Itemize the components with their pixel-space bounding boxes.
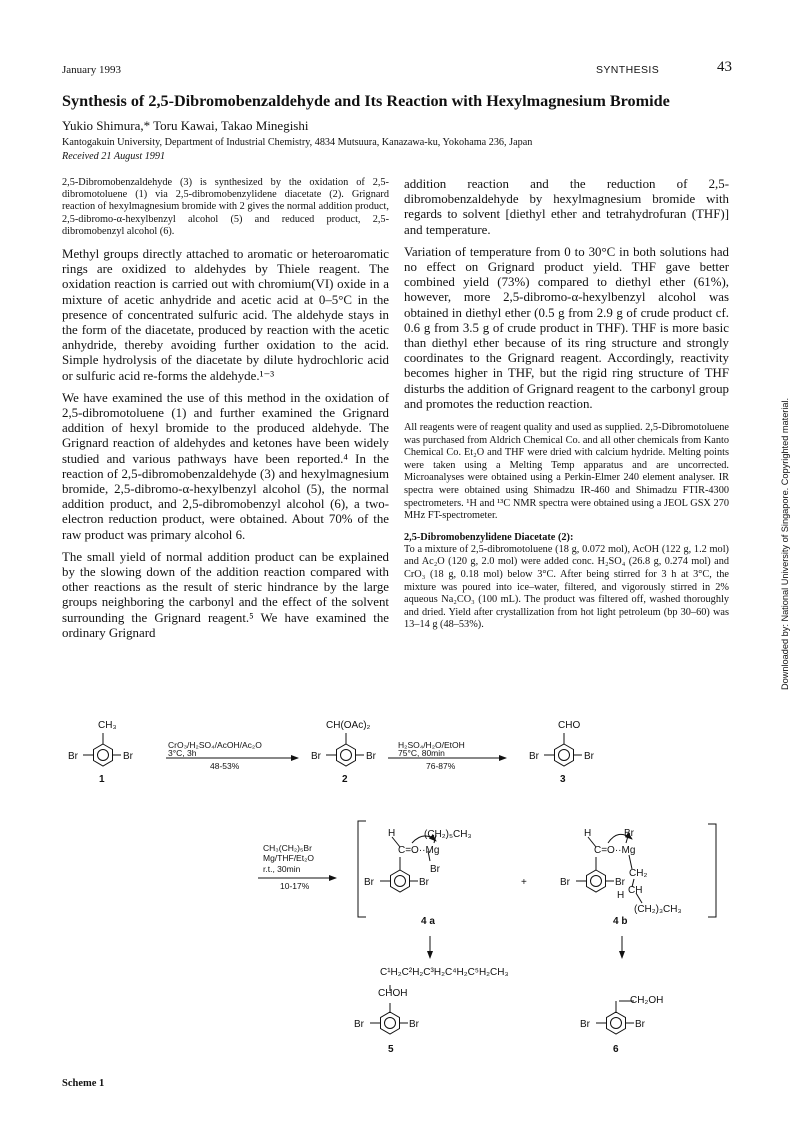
compound-6-structure <box>596 1001 634 1034</box>
compound-3-substituent: CHO <box>558 720 581 731</box>
compound-5-chain: C¹H₂C²H₂C³H₂C⁴H₂C⁵H₂CH₃ <box>380 967 509 978</box>
compound-4b-carbonyl: C=O··Mg <box>594 845 636 856</box>
plus-sign: + <box>521 877 527 888</box>
compound-3-br-right: Br <box>584 751 594 762</box>
step1-conditions: 3°C, 3h <box>168 748 197 758</box>
compound-4b-tail: (CH₂)₃CH₃ <box>634 904 682 915</box>
body-paragraph: The small yield of normal addition product can be explained by the slowing down of the addition reaction compared with other reactions as the result of steric hindrance by the large groups neighboring the carbonyl and the effect of the solvent surrounding the Grignard reagent.⁵ We have examined the ordinary Grignard <box>62 549 389 640</box>
compound-4b-br-right: Br <box>615 877 625 888</box>
compound-1-structure <box>83 733 121 766</box>
reaction-scheme <box>58 712 748 1092</box>
compound-4b-h2: H <box>617 890 625 901</box>
compound-6-substituent: CH₂OH <box>630 995 664 1006</box>
step3-conditions: r.t., 30min <box>263 864 301 874</box>
step3-reagent-2: Mg/THF/Et₂O <box>263 853 314 863</box>
left-column <box>62 177 389 648</box>
compound-5-br-left: Br <box>354 1019 364 1030</box>
compound-4a-br-left: Br <box>364 877 374 888</box>
scheme-caption: Scheme 1 <box>62 1078 105 1089</box>
compound-2-structure <box>326 733 364 766</box>
compound-4b-number: 4 b <box>613 916 628 927</box>
compound-4b-ch: CH <box>628 885 643 896</box>
compound-4a-br-right: Br <box>419 877 429 888</box>
step1-yield: 48-53% <box>210 761 240 771</box>
compound-1-br-left: Br <box>68 751 78 762</box>
compound-1-substituent: CH₃ <box>98 720 117 731</box>
compound-6-br-right: Br <box>635 1019 645 1030</box>
issue-date: January 1993 <box>62 64 121 76</box>
compound-2-br-left: Br <box>311 751 321 762</box>
compound-3-br-left: Br <box>529 751 539 762</box>
abstract: 2,5-Dibromobenzaldehyde (3) is synthesized by the oxidation of 2,5-dibromotoluene (1) via 2,5-dibromobenzylidene diacetate (2). Grignard reaction of hexylmagnesium bromide with 2 gives the normal addition product, 2,5-dibromo-α-hexylbenzyl alcohol (5) and reduced product, 2,5-dibromobenzyl alcohol (6). <box>62 177 389 237</box>
compound-3-number: 3 <box>560 774 566 785</box>
compound-2-substituent: CH(OAc)₂ <box>326 720 371 731</box>
compound-4a-number: 4 a <box>421 916 435 927</box>
compound-4b-h: H <box>584 828 592 839</box>
compound-2-br-right: Br <box>366 751 376 762</box>
body-paragraph: We have examined the use of this method in the oxidation of 2,5-dibromotoluene (1) and further examined the Grignard addition of hexyl bromide to the produced aldehyde. The Grignard reaction of aldehydes and ketones have been widely studied and various pathways have been reported.⁴ In the reaction of 2,5-dibromobenzaldehyde (3) and hexylmagnesium bromide, 2,5-dibromo-α-hexylbenzyl alcohol (5), the normal addition product, and 2,5-dibromobenzyl alcohol (6), a two-electron reduction product, were obtained. About 70% of the raw product was primary alcohol 6. <box>62 390 389 542</box>
compound-2-number: 2 <box>342 774 348 785</box>
experimental-general: All reagents were of reagent quality and used as supplied. 2,5-Dibromotoluene was purchased from Aldrich Chemical Co. and all other chemicals from Kanto Chemical Co. Et₂O and THF were dried with calcium hydride. Melting points were taken using a Melting Temp apparatus and are uncorrected. Microanalyses were obtained using a Perkin-Elmer 240 element analyser. IR spectra were obtained using Shimadzu IR-460 and Shimadzu FTIR-4300 spectrometers. ¹H and ¹³C NMR spectra were obtained using a JEOL GSX 270 MHz FT-spectrometer. <box>404 422 729 522</box>
download-watermark-text: Downloaded by: National University of Singapore. Copyrighted material. <box>780 397 790 690</box>
compound-4a-carbonyl: C=O··Mg <box>398 845 440 856</box>
procedure-text: To a mixture of 2,5-dibromotoluene (18 g, 0.072 mol), AcOH (122 g, 1.2 mol) and Ac₂O (120 g, 2.0 mol) were added conc. H₂SO₄ (26.8 g, 0.274 mol) and CrO₃ (18 g, 0.18 mol) below 3°C. After being stirred for 3 h at 3°C, the mixture was poured into ice–water, filtered, and vigorously stirred in 2% aqueous Na₂CO₃ (100 mL). The product was filtered off, washed thoroughly and dried. Yield after crystallization from hot light petroleum (bp 30–60) was 13–14 g (48–53%). <box>404 543 729 631</box>
step3-yield: 10-17% <box>280 881 310 891</box>
author-list: Yukio Shimura,* Toru Kawai, Takao Minegishi <box>62 118 309 133</box>
right-column <box>404 177 729 640</box>
compound-5-br-right: Br <box>409 1019 419 1030</box>
compound-1-br-right: Br <box>123 751 133 762</box>
right-bracket <box>708 824 716 917</box>
compound-3-structure <box>544 733 582 766</box>
article-title: Synthesis of 2,5-Dibromobenzaldehyde and Its Reaction with Hexylmagnesium Bromide <box>62 92 670 110</box>
body-paragraph: Methyl groups directly attached to aromatic or heteroaromatic rings are oxidized to aldehydes by Thiele reagent. The oxidation reaction is carried out with chromium(VI) oxide in a mixture of acetic anhydride and acetic acid at 0–5°C in the presence of concentrated sulfuric acid. The aldehyde stays in the form of the diacetate, produced by reaction with the acetic anhydride, thereby avoiding further oxidation to the acid. Simple hydrolysis of the diacetate by dilute hydrochloric acid or sulfuric acid re-forms the aldehyde.¹⁻³ <box>62 247 389 383</box>
step2-yield: 76-87% <box>426 761 456 771</box>
compound-5-choh: CHOH <box>378 988 408 999</box>
body-paragraph: addition reaction and the reduction of 2,5-dibromobenzaldehyde by hexylmagnesium bromide with regards to solvent [diethyl ether and tetrahydrofuran (THF)] and temperature. <box>404 177 729 237</box>
compound-6-br-left: Br <box>580 1019 590 1030</box>
procedure-heading: 2,5-Dibromobenzylidene Diacetate (2): <box>404 531 574 543</box>
step2-reagents: H₂SO₄/H₂O/EtOH <box>398 740 465 750</box>
step2-conditions: 75°C, 80min <box>398 748 445 758</box>
download-watermark <box>780 210 794 690</box>
page-header <box>62 59 732 80</box>
compound-4a-h: H <box>388 828 396 839</box>
affiliation: Kantogakuin University, Department of Industrial Chemistry, 4834 Mutsuura, Kanazawa-ku, Yokohama 236, Japan <box>62 137 533 148</box>
compound-4a-chain: (CH₂)₅CH₃ <box>424 829 472 840</box>
left-bracket <box>358 821 366 917</box>
step3-reagent-1: CH₃(CH₂)₅Br <box>263 843 312 853</box>
compound-4b-br: Br <box>624 828 634 839</box>
body-paragraph: Variation of temperature from 0 to 30°C in both solutions had no effect on Grignard product yield. THF gave better combined yield (73%) compared to diethyl ether (61%), however, more 2,5-dibromo-α-hexylbenzyl alcohol was obtained in diethyl ether (0.5 g from 2.9 g of crude product cf. 0.6 g from 3.5 g of crude product in THF). THF is more basic than diethyl ether because of its ring structure and strongly coordinates to the Grignard reagent. Accordingly, reactivity becomes higher in THF, but the rigid ring structure of THF disturbs the addition of Grignard reagent to the carbonyl group and promotes the reduction reaction. <box>404 244 729 411</box>
journal-name: SYNTHESIS <box>596 64 660 76</box>
page-number: 43 <box>717 59 732 75</box>
received-date: Received 21 August 1991 <box>62 151 166 162</box>
compound-5-number: 5 <box>388 1044 394 1055</box>
compound-4b-ch2: CH₂ <box>629 868 648 879</box>
step1-reagents: CrO₃/H₂SO₄/AcOH/Ac₂O <box>168 740 262 750</box>
compound-4b-br-left: Br <box>560 877 570 888</box>
compound-4a-br-mg: Br <box>430 864 440 875</box>
compound-6-number: 6 <box>613 1044 619 1055</box>
compound-1-number: 1 <box>99 774 105 785</box>
